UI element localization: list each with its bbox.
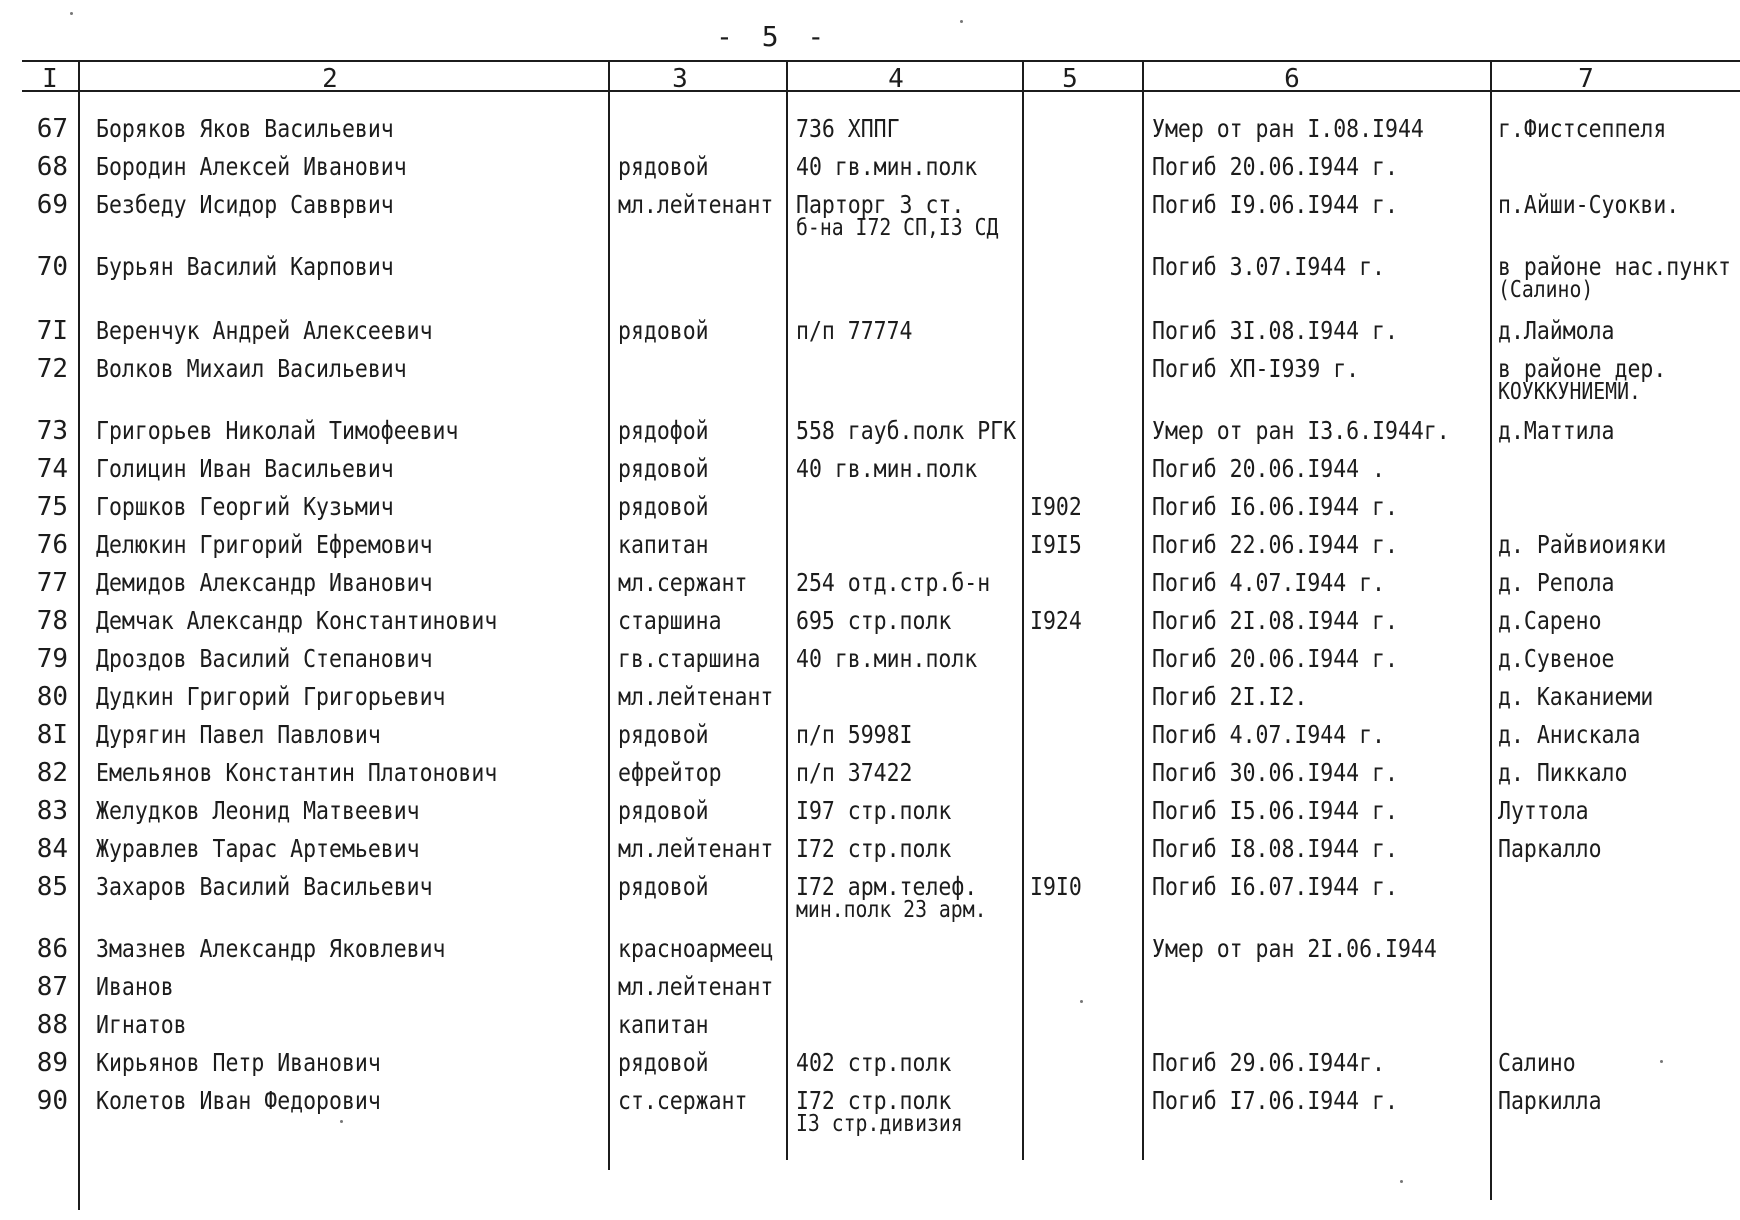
military-rank: мл.лейтенант	[618, 190, 774, 219]
military-unit: 695 стр.полк	[796, 606, 952, 635]
table-row	[0, 354, 1740, 405]
scan-speck	[70, 12, 73, 15]
person-name: Змазнев Александр Яковлевич	[96, 934, 446, 963]
column-header-6: 6	[1284, 64, 1300, 94]
person-name: Боряков Яков Васильевич	[96, 114, 394, 143]
burial-place: в районе дер. КОУККУНИЕМИ.	[1498, 354, 1667, 405]
military-rank: рядовой	[618, 1048, 709, 1077]
military-rank: рядовой	[618, 720, 709, 749]
military-unit: I97 стр.полк	[796, 796, 952, 825]
row-number: 75	[36, 492, 68, 522]
person-name: Демидов Александр Иванович	[96, 568, 433, 597]
fate-date: Погиб 2I.08.I944 г.	[1152, 606, 1398, 635]
military-unit: I72 стр.полк I3 стр.дивизия	[796, 1086, 963, 1137]
person-name: Дурягин Павел Павлович	[96, 720, 381, 749]
row-number: 86	[36, 934, 68, 964]
table-row	[0, 1012, 1740, 1048]
burial-place: Луттола	[1498, 796, 1589, 825]
row-number: 89	[36, 1048, 68, 1078]
page-number: - 5 -	[716, 20, 831, 53]
scan-speck	[340, 1120, 343, 1123]
military-rank: мл.сержант	[618, 568, 748, 597]
fate-date: Погиб I8.08.I944 г.	[1152, 834, 1398, 863]
scan-speck	[1080, 1000, 1083, 1003]
military-rank: мл.лейтенант	[618, 682, 774, 711]
fate-date: Погиб 3I.08.I944 г.	[1152, 316, 1398, 345]
person-name: Захаров Василий Васильевич	[96, 872, 433, 901]
table-row	[0, 836, 1740, 872]
military-rank: рядовой	[618, 152, 709, 181]
burial-place: п.Айши-Суокви.	[1498, 190, 1680, 219]
fate-date: Погиб I9.06.I944 г.	[1152, 190, 1398, 219]
person-name: Демчак Александр Константинович	[96, 606, 498, 635]
column-header-1: I	[42, 64, 58, 94]
person-name: Волков Михаил Васильевич	[96, 354, 407, 383]
fate-date: Умер от ран 2I.06.I944	[1152, 934, 1437, 963]
military-unit-continued: б-на I72 СП,I3 СД	[796, 215, 999, 241]
row-number: 77	[36, 568, 68, 598]
row-number: 73	[36, 416, 68, 446]
person-name: Делюкин Григорий Ефремович	[96, 530, 433, 559]
burial-place: д. Пиккало	[1498, 758, 1628, 787]
birth-year: I9I5	[1030, 530, 1082, 559]
row-number: 76	[36, 530, 68, 560]
military-unit: п/п 5998I	[796, 720, 913, 749]
row-number: 8I	[36, 720, 68, 750]
military-unit: 254 отд.стр.б-н	[796, 568, 991, 597]
fate-date: Погиб 20.06.I944 г.	[1152, 644, 1398, 673]
fate-date: Погиб 30.06.I944 г.	[1152, 758, 1398, 787]
table-row	[0, 684, 1740, 720]
military-unit: I72 стр.полк	[796, 834, 952, 863]
fate-date: Погиб I7.06.I944 г.	[1152, 1086, 1398, 1115]
table-row	[0, 494, 1740, 530]
fate-date: Погиб I6.07.I944 г.	[1152, 872, 1398, 901]
table-row	[0, 252, 1740, 303]
table-row	[0, 722, 1740, 758]
fate-date: Погиб 20.06.I944 .	[1152, 454, 1386, 483]
fate-date: Погиб 2I.I2.	[1152, 682, 1308, 711]
row-number: 68	[36, 152, 68, 182]
row-number: 72	[36, 354, 68, 384]
scan-speck	[1660, 1060, 1663, 1063]
table-row	[0, 608, 1740, 644]
military-rank: рядовой	[618, 492, 709, 521]
military-rank: рядовой	[618, 796, 709, 825]
table-row	[0, 116, 1740, 152]
table-row	[0, 646, 1740, 682]
column-header-3: 3	[672, 64, 688, 94]
birth-year: I9I0	[1030, 872, 1082, 901]
military-rank: мл.лейтенант	[618, 972, 774, 1001]
person-name: Кирьянов Петр Иванович	[96, 1048, 381, 1077]
military-unit: п/п 37422	[796, 758, 913, 787]
person-name: Журавлев Тарас Артемьевич	[96, 834, 420, 863]
fate-date: Погиб 20.06.I944 г.	[1152, 152, 1398, 181]
column-header-5: 5	[1062, 64, 1078, 94]
military-rank: рядовой	[618, 454, 709, 483]
row-number: 87	[36, 972, 68, 1002]
military-rank: старшина	[618, 606, 722, 635]
row-number: 90	[36, 1086, 68, 1116]
table-row	[0, 190, 1740, 241]
fate-date: Погиб ХП-I939 г.	[1152, 354, 1360, 383]
row-number: 79	[36, 644, 68, 674]
person-name: Веренчук Андрей Алексеевич	[96, 316, 433, 345]
fate-date: Погиб 4.07.I944 г.	[1152, 568, 1386, 597]
table-row	[0, 936, 1740, 972]
burial-place: Паркалло	[1498, 834, 1602, 863]
row-number: 84	[36, 834, 68, 864]
person-name: Колетов Иван Федорович	[96, 1086, 381, 1115]
military-unit-continued: I3 стр.дивизия	[796, 1111, 963, 1137]
table-row	[0, 872, 1740, 923]
header-top-rule	[22, 60, 1740, 62]
row-number: 7I	[36, 316, 68, 346]
fate-date: Погиб 22.06.I944 г.	[1152, 530, 1398, 559]
military-rank: рядофой	[618, 416, 709, 445]
military-rank: мл.лейтенант	[618, 834, 774, 863]
row-number: 80	[36, 682, 68, 712]
row-number: 74	[36, 454, 68, 484]
military-unit: 40 гв.мин.полк	[796, 454, 978, 483]
table-row	[0, 154, 1740, 190]
person-name: Иванов	[96, 972, 174, 1001]
person-name: Григорьев Николай Тимофеевич	[96, 416, 459, 445]
table-row	[0, 760, 1740, 796]
fate-date: Умер от ран I3.6.I944г.	[1152, 416, 1450, 445]
birth-year: I902	[1030, 492, 1082, 521]
person-name: Горшков Георгий Кузьмич	[96, 492, 394, 521]
person-name: Бурьян Василий Карпович	[96, 252, 394, 281]
person-name: Емельянов Константин Платонович	[96, 758, 498, 787]
table-row	[0, 418, 1740, 454]
burial-place: Салино	[1498, 1048, 1576, 1077]
row-number: 85	[36, 872, 68, 902]
military-rank: ефрейтор	[618, 758, 722, 787]
military-rank: гв.старшина	[618, 644, 761, 673]
burial-place: д. Анискала	[1498, 720, 1641, 749]
burial-place-continued: КОУККУНИЕМИ.	[1498, 379, 1641, 405]
person-name: Дроздов Василий Степанович	[96, 644, 433, 673]
row-number: 88	[36, 1010, 68, 1040]
fate-date: Погиб I5.06.I944 г.	[1152, 796, 1398, 825]
person-name: Игнатов	[96, 1010, 187, 1039]
person-name: Желудков Леонид Матвеевич	[96, 796, 420, 825]
burial-place: д.Лаймола	[1498, 316, 1615, 345]
military-unit: 736 ХППГ	[796, 114, 900, 143]
military-rank: красноармеец	[618, 934, 774, 963]
row-number: 82	[36, 758, 68, 788]
scan-speck	[960, 20, 963, 23]
military-rank: ст.сержант	[618, 1086, 748, 1115]
table-row	[0, 1050, 1740, 1086]
military-unit: 40 гв.мин.полк	[796, 644, 978, 673]
column-header-7: 7	[1578, 64, 1594, 94]
table-row	[0, 974, 1740, 1010]
fate-date: Погиб 4.07.I944 г.	[1152, 720, 1386, 749]
burial-place: д. Каканиеми	[1498, 682, 1654, 711]
scan-speck	[1400, 1180, 1403, 1183]
fate-date: Умер от ран I.08.I944	[1152, 114, 1424, 143]
row-number: 67	[36, 114, 68, 144]
military-rank: рядовой	[618, 316, 709, 345]
table-row	[0, 318, 1740, 354]
burial-place: д. Райвиоияки	[1498, 530, 1667, 559]
military-rank: капитан	[618, 530, 709, 559]
row-number: 70	[36, 252, 68, 282]
row-number: 83	[36, 796, 68, 826]
military-rank: капитан	[618, 1010, 709, 1039]
burial-place: д.Сарено	[1498, 606, 1602, 635]
table-row	[0, 532, 1740, 568]
burial-place: д.Сувеное	[1498, 644, 1615, 673]
fate-date: Погиб 3.07.I944 г.	[1152, 252, 1386, 281]
burial-place: д. Репола	[1498, 568, 1615, 597]
military-unit: 402 стр.полк	[796, 1048, 952, 1077]
column-header-2: 2	[322, 64, 338, 94]
military-unit: 558 гауб.полк РГК	[796, 416, 1017, 445]
table-row	[0, 570, 1740, 606]
person-name: Голицин Иван Васильевич	[96, 454, 394, 483]
fate-date: Погиб 29.06.I944г.	[1152, 1048, 1386, 1077]
person-name: Бородин Алексей Иванович	[96, 152, 407, 181]
fate-date: Погиб I6.06.I944 г.	[1152, 492, 1398, 521]
column-header-4: 4	[888, 64, 904, 94]
table-row	[0, 456, 1740, 492]
row-number: 69	[36, 190, 68, 220]
military-unit-continued: мин.полк 23 арм.	[796, 897, 987, 923]
table-row	[0, 798, 1740, 834]
military-rank: рядовой	[618, 872, 709, 901]
military-unit: п/п 77774	[796, 316, 913, 345]
military-unit: Парторг 3 ст. б-на I72 СП,I3 СД	[796, 190, 999, 241]
birth-year: I924	[1030, 606, 1082, 635]
burial-place-continued: (Салино)	[1498, 277, 1594, 303]
burial-place: д.Маттила	[1498, 416, 1615, 445]
row-number: 78	[36, 606, 68, 636]
table-row	[0, 1086, 1740, 1137]
person-name: Дудкин Григорий Григорьевич	[96, 682, 446, 711]
person-name: Безбеду Исидор Савврвич	[96, 190, 394, 219]
burial-place: г.Фистсеппеля	[1498, 114, 1667, 143]
burial-place: в районе нас.пункт (Салино)	[1498, 252, 1732, 303]
military-unit: I72 арм.телеф. мин.полк 23 арм.	[796, 872, 987, 923]
military-unit: 40 гв.мин.полк	[796, 152, 978, 181]
burial-place: Паркилла	[1498, 1086, 1602, 1115]
